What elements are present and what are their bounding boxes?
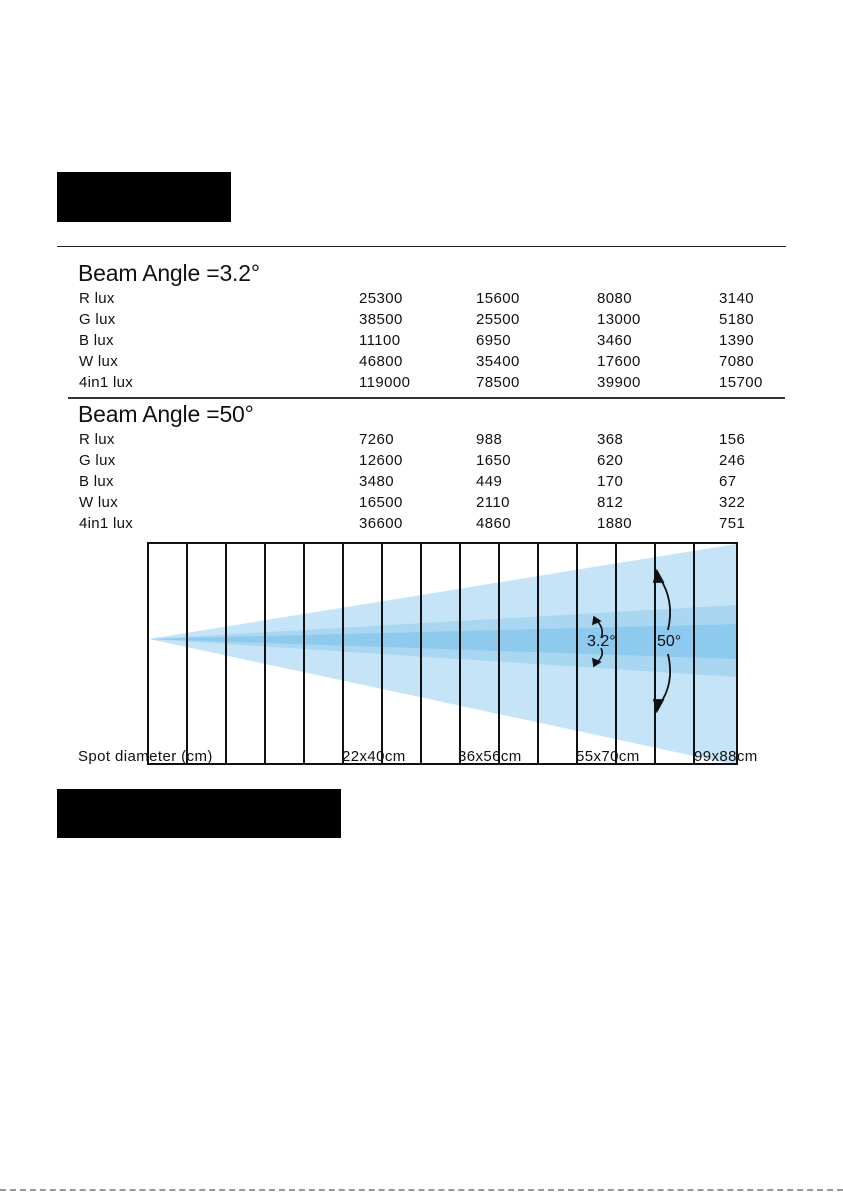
table-cell: 15600 [476,290,520,307]
table-cell: 25500 [476,311,520,328]
row-label: 4in1 lux [79,515,134,532]
table-cell: 2110 [476,494,510,511]
row-label: W lux [79,353,118,370]
row-label: B lux [79,473,114,490]
section-header-bar-top [57,172,231,222]
table-cell: 7260 [359,431,394,448]
table-cell: 35400 [476,353,520,370]
beam-spread-diagram [147,542,738,765]
table-cell: 15700 [719,374,763,391]
table-divider [68,397,785,399]
table-cell: 322 [719,494,746,511]
table-cell: 7080 [719,353,754,370]
table-cell: 368 [597,431,624,448]
table-cell: 38500 [359,311,403,328]
spot-size-1: 22x40cm [342,748,406,765]
row-label: B lux [79,332,114,349]
table-cell: 17600 [597,353,641,370]
table-cell: 449 [476,473,503,490]
table-cell: 812 [597,494,624,511]
table-cell: 25300 [359,290,403,307]
wide-angle-label: 50° [657,633,682,650]
narrow-angle-label: 3.2° [587,633,616,650]
table-cell: 119000 [359,374,411,391]
table-cell: 1880 [597,515,632,532]
row-label: G lux [79,311,116,328]
table-cell: 8080 [597,290,632,307]
table-cell: 3140 [719,290,754,307]
table-cell: 3460 [597,332,632,349]
row-label: G lux [79,452,116,469]
table-cell: 1650 [476,452,511,469]
table-cell: 78500 [476,374,520,391]
table-cell: 3480 [359,473,394,490]
table-cell: 12600 [359,452,403,469]
table-cell: 4860 [476,515,511,532]
table-cell: 46800 [359,353,403,370]
section-header-bar-bottom [57,789,341,838]
page-bottom-edge [0,1189,843,1191]
table-cell: 11100 [359,332,401,349]
spot-diameter-label: Spot diameter (cm) [78,748,213,765]
table-cell: 6950 [476,332,511,349]
table-cell: 36600 [359,515,403,532]
table-cell: 156 [719,431,746,448]
top-divider [57,246,786,247]
table-cell: 67 [719,473,737,490]
spot-size-4: 99x88cm [694,748,758,765]
table-cell: 5180 [719,311,754,328]
table-cell: 751 [719,515,746,532]
table-cell: 620 [597,452,624,469]
row-label: R lux [79,431,115,448]
table-cell: 170 [597,473,624,490]
beam-angle-title-narrow: Beam Angle =3.2° [78,260,260,286]
table-cell: 13000 [597,311,641,328]
table-cell: 1390 [719,332,754,349]
beam-angle-title-wide: Beam Angle =50° [78,401,254,427]
spot-size-2: 36x56cm [458,748,522,765]
spot-size-3: 55x70cm [576,748,640,765]
row-label: R lux [79,290,115,307]
table-cell: 246 [719,452,746,469]
table-cell: 988 [476,431,503,448]
row-label: W lux [79,494,118,511]
table-cell: 16500 [359,494,403,511]
row-label: 4in1 lux [79,374,134,391]
table-cell: 39900 [597,374,641,391]
